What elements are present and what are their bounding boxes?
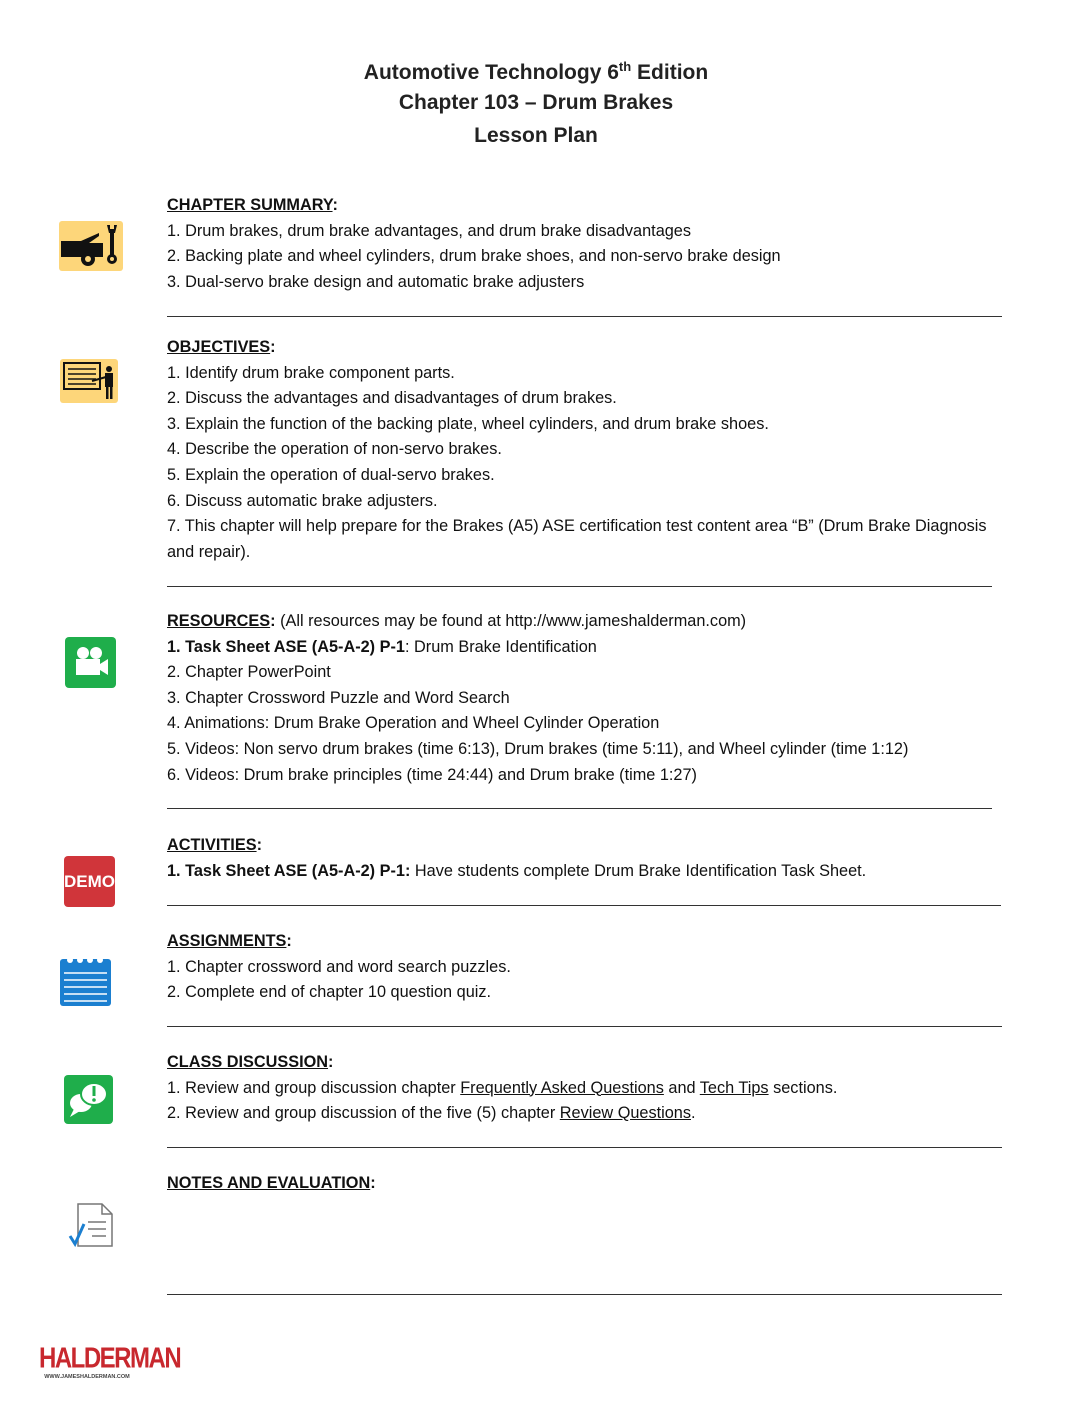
list-item: 1. Review and group discussion chapter Frequently Asked Questions and Tech Tips sections.: [167, 1078, 838, 1097]
divider: [167, 905, 1001, 906]
resources-heading: RESOURCES: [167, 612, 271, 630]
list-item: 1. Task Sheet ASE (A5-A-2) P-1: Have students complete Drum Brake Identification Task Sheet.: [167, 861, 867, 880]
assignments-heading: ASSIGNMENTS: [167, 932, 287, 950]
objectives-heading: OBJECTIVES: [167, 338, 271, 356]
chapter-summary-heading: CHAPTER SUMMARY: [167, 196, 333, 214]
tech-tips-link[interactable]: Tech Tips: [699, 1078, 769, 1097]
list-item: 3. Chapter Crossword Puzzle and Word Search: [167, 688, 510, 707]
list-item: 5. Videos: Non servo drum brakes (time 6:13), Drum brakes (time 5:11), and Wheel cylinder (time 1:12): [167, 739, 909, 758]
list-item: 4. Describe the operation of non-servo brakes.: [167, 440, 502, 459]
divider: [167, 1294, 1002, 1295]
notes-heading: NOTES AND EVALUATION: [167, 1174, 371, 1192]
title-line-2: Chapter 103 – Drum Brakes: [398, 91, 674, 114]
divider: [167, 808, 992, 809]
title-line-3: Lesson Plan: [474, 124, 598, 147]
car-repair-icon: [59, 221, 123, 271]
list-item: 2. Complete end of chapter 10 question quiz.: [167, 983, 492, 1002]
list-item: 3. Dual-servo brake design and automatic brake adjusters: [167, 272, 585, 291]
list-item: 1. Task Sheet ASE (A5-A-2) P-1: Drum Brake Identification: [167, 637, 597, 656]
list-item: 1. Drum brakes, drum brake advantages, and drum brake disadvantages: [167, 221, 691, 240]
divider: [167, 1026, 1002, 1027]
resources-section: RESOURCES: (All resources may be found at http://www.jameshalderman.com) 1. Task Sheet ASE (A5-A-2) P-1: Drum Brake Identification 2. Chapter PowerPoint 3. Chapter Crossword Puzzle and Word Search 4. Animations: Drum Brake Operation and Wheel Cylinder Operation 5. Videos: Non servo drum brakes (time 6:13), Drum brakes (time 5:11), and Wheel cylinder (time 1:12) 6. Videos: Drum brake principles (time 24:44) and Drum brake (time 1:27): [167, 609, 997, 788]
list-item: 6. Discuss automatic brake adjusters.: [167, 491, 438, 510]
activities-heading: ACTIVITIES: [167, 836, 257, 854]
video-camera-icon: [65, 637, 116, 688]
list-item: 1. Identify drum brake component parts.: [167, 363, 455, 382]
discussion-bubbles-icon: [64, 1075, 113, 1124]
list-item: 1. Chapter crossword and word search puzzles.: [167, 957, 511, 976]
list-item: 4. Animations: Drum Brake Operation and Wheel Cylinder Operation: [167, 714, 660, 733]
divider: [167, 586, 992, 587]
demo-icon: DEMO: [64, 856, 115, 907]
teacher-board-icon: [60, 359, 118, 403]
list-item: 3. Explain the function of the backing plate, wheel cylinders, and drum brake shoes.: [167, 414, 769, 433]
title-line-1: Automotive Technology 6th Edition: [363, 59, 709, 84]
divider: [167, 1147, 1002, 1148]
list-item: 2. Discuss the advantages and disadvantages of drum brakes.: [167, 389, 617, 408]
assignments-section: ASSIGNMENTS: 1. Chapter crossword and word search puzzles. 2. Complete end of chapter 10 question quiz.: [167, 929, 997, 1006]
objectives-section: OBJECTIVES: 1. Identify drum brake component parts. 2. Discuss the advantages and disadvantages of drum brakes. 3. Explain the function of the backing plate, wheel cylinders, and drum brake shoes. 4. Describe the operation of non-servo brakes. 5. Explain the operation of dual-servo brakes. 6. Discuss automatic brake adjusters. 7. This chapter will help prepare for the Brakes (A5) ASE certification test content area “B” (Drum Brake Diagnosis and repair).: [167, 335, 997, 565]
notepad-icon: [60, 955, 111, 1006]
chapter-summary-section: CHAPTER SUMMARY: 1. Drum brakes, drum brake advantages, and drum brake disadvantages 2. Backing plate and wheel cylinders, drum brake shoes, and non-servo brake design 3. Dual-servo brake design and automatic brake adjusters: [167, 193, 997, 295]
notes-section: NOTES AND EVALUATION:: [167, 1174, 376, 1192]
class-discussion-heading: CLASS DISCUSSION: [167, 1053, 329, 1071]
list-item: 2. Review and group discussion of the five (5) chapter Review Questions.: [167, 1104, 696, 1123]
faq-link[interactable]: Frequently Asked Questions: [460, 1078, 664, 1097]
class-discussion-section: CLASS DISCUSSION: 1. Review and group discussion chapter Frequently Asked Questions and Tech Tips sections. 2. Review and group discussion of the five (5) chapter Review Questions.: [167, 1050, 997, 1127]
list-item: 5. Explain the operation of dual-servo brakes.: [167, 465, 495, 484]
activities-section: ACTIVITIES: 1. Task Sheet ASE (A5-A-2) P-1: Have students complete Drum Brake Identification Task Sheet.: [167, 833, 997, 884]
divider: [167, 316, 1002, 317]
list-item: 2. Backing plate and wheel cylinders, drum brake shoes, and non-servo brake design: [167, 247, 781, 266]
resources-note: (All resources may be found at http://www.jameshalderman.com): [275, 612, 747, 630]
list-item: 7. This chapter will help prepare for the Brakes (A5) ASE certification test content area “B” (Drum Brake Diagnosis and repair).: [167, 517, 987, 561]
checklist-document-icon: [68, 1202, 114, 1248]
list-item: 6. Videos: Drum brake principles (time 24:44) and Drum brake (time 1:27): [167, 765, 697, 784]
halderman-logo: HALDERMAN WWW.JAMESHALDERMAN.COM: [39, 1342, 181, 1380]
review-questions-link[interactable]: Review Questions: [559, 1104, 691, 1123]
list-item: 2. Chapter PowerPoint: [167, 663, 331, 682]
